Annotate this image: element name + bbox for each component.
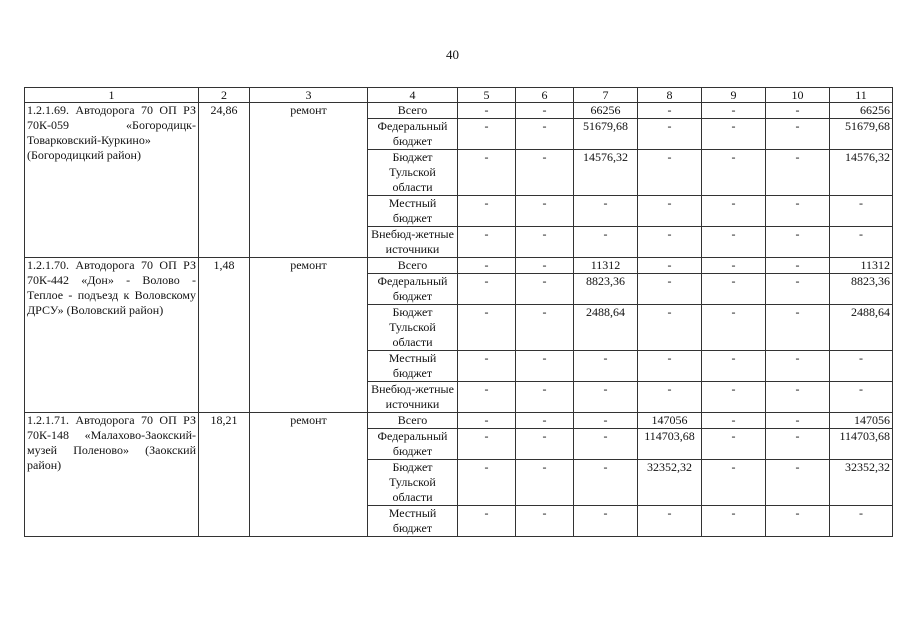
amount-cell: -	[766, 150, 830, 196]
header-cell: 5	[458, 88, 516, 103]
road-length-cell: 18,21	[199, 413, 250, 537]
amount-cell: -	[574, 460, 638, 506]
amount-cell: 114703,68	[638, 429, 702, 460]
amount-cell: -	[702, 119, 766, 150]
funding-source-cell: Всего	[368, 413, 458, 429]
funding-source-cell: Бюджет Тульской области	[368, 150, 458, 196]
table-row	[25, 103, 893, 119]
funding-source-cell: Федеральный бюджет	[368, 119, 458, 150]
amount-cell: -	[458, 274, 516, 305]
header-cell: 3	[250, 88, 368, 103]
amount-cell: 14576,32	[574, 150, 638, 196]
amount-cell: -	[638, 274, 702, 305]
budget-table	[24, 87, 893, 537]
amount-cell: -	[830, 382, 893, 413]
amount-cell: -	[458, 196, 516, 227]
amount-cell: -	[766, 103, 830, 119]
header-cell: 11	[830, 88, 893, 103]
amount-cell: -	[516, 196, 574, 227]
amount-cell: -	[638, 119, 702, 150]
amount-cell: 2488,64	[830, 305, 893, 351]
amount-cell: -	[574, 227, 638, 258]
amount-cell: -	[516, 506, 574, 537]
header-cell: 10	[766, 88, 830, 103]
amount-cell: -	[458, 150, 516, 196]
amount-cell: -	[638, 305, 702, 351]
amount-cell: -	[766, 382, 830, 413]
amount-cell: -	[766, 274, 830, 305]
amount-cell: -	[638, 227, 702, 258]
amount-cell: 32352,32	[638, 460, 702, 506]
funding-source-cell: Всего	[368, 258, 458, 274]
road-name-cell: 1.2.1.71. Автодорога 70 ОП РЗ 70К-148 «Малахово-Заокский-музей Поленово» (Заокский район)	[25, 413, 199, 537]
amount-cell: -	[458, 227, 516, 258]
amount-cell: -	[702, 227, 766, 258]
amount-cell: -	[638, 351, 702, 382]
road-length-cell: 24,86	[199, 103, 250, 258]
amount-cell: -	[702, 150, 766, 196]
work-type-cell: ремонт	[250, 103, 368, 258]
header-row	[25, 88, 893, 103]
header-cell: 2	[199, 88, 250, 103]
funding-source-cell: Местный бюджет	[368, 196, 458, 227]
amount-cell: 11312	[574, 258, 638, 274]
amount-cell: -	[516, 413, 574, 429]
amount-cell: -	[458, 506, 516, 537]
amount-cell: -	[702, 103, 766, 119]
amount-cell: -	[574, 506, 638, 537]
amount-cell: -	[702, 258, 766, 274]
page-number: 40	[446, 47, 459, 62]
amount-cell: 66256	[830, 103, 893, 119]
amount-cell: -	[574, 382, 638, 413]
amount-cell: -	[766, 429, 830, 460]
amount-cell: -	[458, 460, 516, 506]
amount-cell: -	[766, 119, 830, 150]
amount-cell: -	[458, 119, 516, 150]
amount-cell: -	[458, 103, 516, 119]
header-cell: 7	[574, 88, 638, 103]
amount-cell: -	[574, 429, 638, 460]
amount-cell: -	[516, 274, 574, 305]
funding-source-cell: Внебюд-жетные источники	[368, 382, 458, 413]
amount-cell: -	[702, 460, 766, 506]
road-name-cell: 1.2.1.69. Автодорога 70 ОП РЗ 70К-059 «Богородицк-Товарковский-Куркино» (Богородицкий район)	[25, 103, 199, 258]
amount-cell: -	[830, 227, 893, 258]
amount-cell: -	[702, 351, 766, 382]
amount-cell: -	[766, 305, 830, 351]
amount-cell: -	[702, 196, 766, 227]
amount-cell: 66256	[574, 103, 638, 119]
road-name-cell: 1.2.1.70. Автодорога 70 ОП РЗ 70К-442 «Дон» - Волово - Теплое - подъезд к Воловскому ДРСУ» (Воловский район)	[25, 258, 199, 413]
amount-cell: -	[638, 103, 702, 119]
amount-cell: -	[702, 305, 766, 351]
table-row	[25, 258, 893, 274]
amount-cell: -	[702, 382, 766, 413]
amount-cell: -	[516, 227, 574, 258]
funding-source-cell: Всего	[368, 103, 458, 119]
header-cell: 1	[25, 88, 199, 103]
amount-cell: -	[516, 460, 574, 506]
amount-cell: -	[638, 150, 702, 196]
header-cell: 9	[702, 88, 766, 103]
amount-cell: -	[516, 119, 574, 150]
header-cell: 8	[638, 88, 702, 103]
amount-cell: -	[516, 103, 574, 119]
amount-cell: 51679,68	[574, 119, 638, 150]
amount-cell: -	[830, 506, 893, 537]
amount-cell: -	[574, 196, 638, 227]
amount-cell: -	[458, 258, 516, 274]
amount-cell: -	[638, 196, 702, 227]
amount-cell: 2488,64	[574, 305, 638, 351]
work-type-cell: ремонт	[250, 258, 368, 413]
amount-cell: -	[830, 351, 893, 382]
amount-cell: 51679,68	[830, 119, 893, 150]
amount-cell: 114703,68	[830, 429, 893, 460]
amount-cell: 8823,36	[830, 274, 893, 305]
road-length-cell: 1,48	[199, 258, 250, 413]
amount-cell: -	[458, 429, 516, 460]
amount-cell: -	[516, 258, 574, 274]
header-cell: 6	[516, 88, 574, 103]
amount-cell: -	[458, 351, 516, 382]
amount-cell: -	[766, 460, 830, 506]
work-type-cell: ремонт	[250, 413, 368, 537]
amount-cell: -	[638, 382, 702, 413]
amount-cell: -	[702, 274, 766, 305]
amount-cell: 11312	[830, 258, 893, 274]
amount-cell: -	[702, 413, 766, 429]
amount-cell: -	[516, 150, 574, 196]
funding-source-cell: Внебюд-жетные источники	[368, 227, 458, 258]
amount-cell: 147056	[830, 413, 893, 429]
amount-cell: -	[766, 413, 830, 429]
amount-cell: -	[638, 258, 702, 274]
funding-source-cell: Местный бюджет	[368, 506, 458, 537]
amount-cell: -	[574, 351, 638, 382]
amount-cell: -	[516, 382, 574, 413]
funding-source-cell: Федеральный бюджет	[368, 429, 458, 460]
funding-source-cell: Бюджет Тульской области	[368, 305, 458, 351]
amount-cell: 32352,32	[830, 460, 893, 506]
amount-cell: -	[766, 258, 830, 274]
amount-cell: -	[516, 305, 574, 351]
funding-source-cell: Бюджет Тульской области	[368, 460, 458, 506]
amount-cell: -	[766, 227, 830, 258]
funding-source-cell: Местный бюджет	[368, 351, 458, 382]
funding-source-cell: Федеральный бюджет	[368, 274, 458, 305]
amount-cell: -	[702, 506, 766, 537]
amount-cell: -	[458, 305, 516, 351]
amount-cell: -	[702, 429, 766, 460]
amount-cell: -	[516, 351, 574, 382]
amount-cell: -	[574, 413, 638, 429]
amount-cell: 147056	[638, 413, 702, 429]
amount-cell: -	[830, 196, 893, 227]
amount-cell: -	[766, 196, 830, 227]
amount-cell: 8823,36	[574, 274, 638, 305]
table-row	[25, 413, 893, 429]
amount-cell: -	[458, 382, 516, 413]
amount-cell: -	[766, 351, 830, 382]
amount-cell: -	[516, 429, 574, 460]
amount-cell: 14576,32	[830, 150, 893, 196]
amount-cell: -	[638, 506, 702, 537]
amount-cell: -	[766, 506, 830, 537]
amount-cell: -	[458, 413, 516, 429]
header-cell: 4	[368, 88, 458, 103]
